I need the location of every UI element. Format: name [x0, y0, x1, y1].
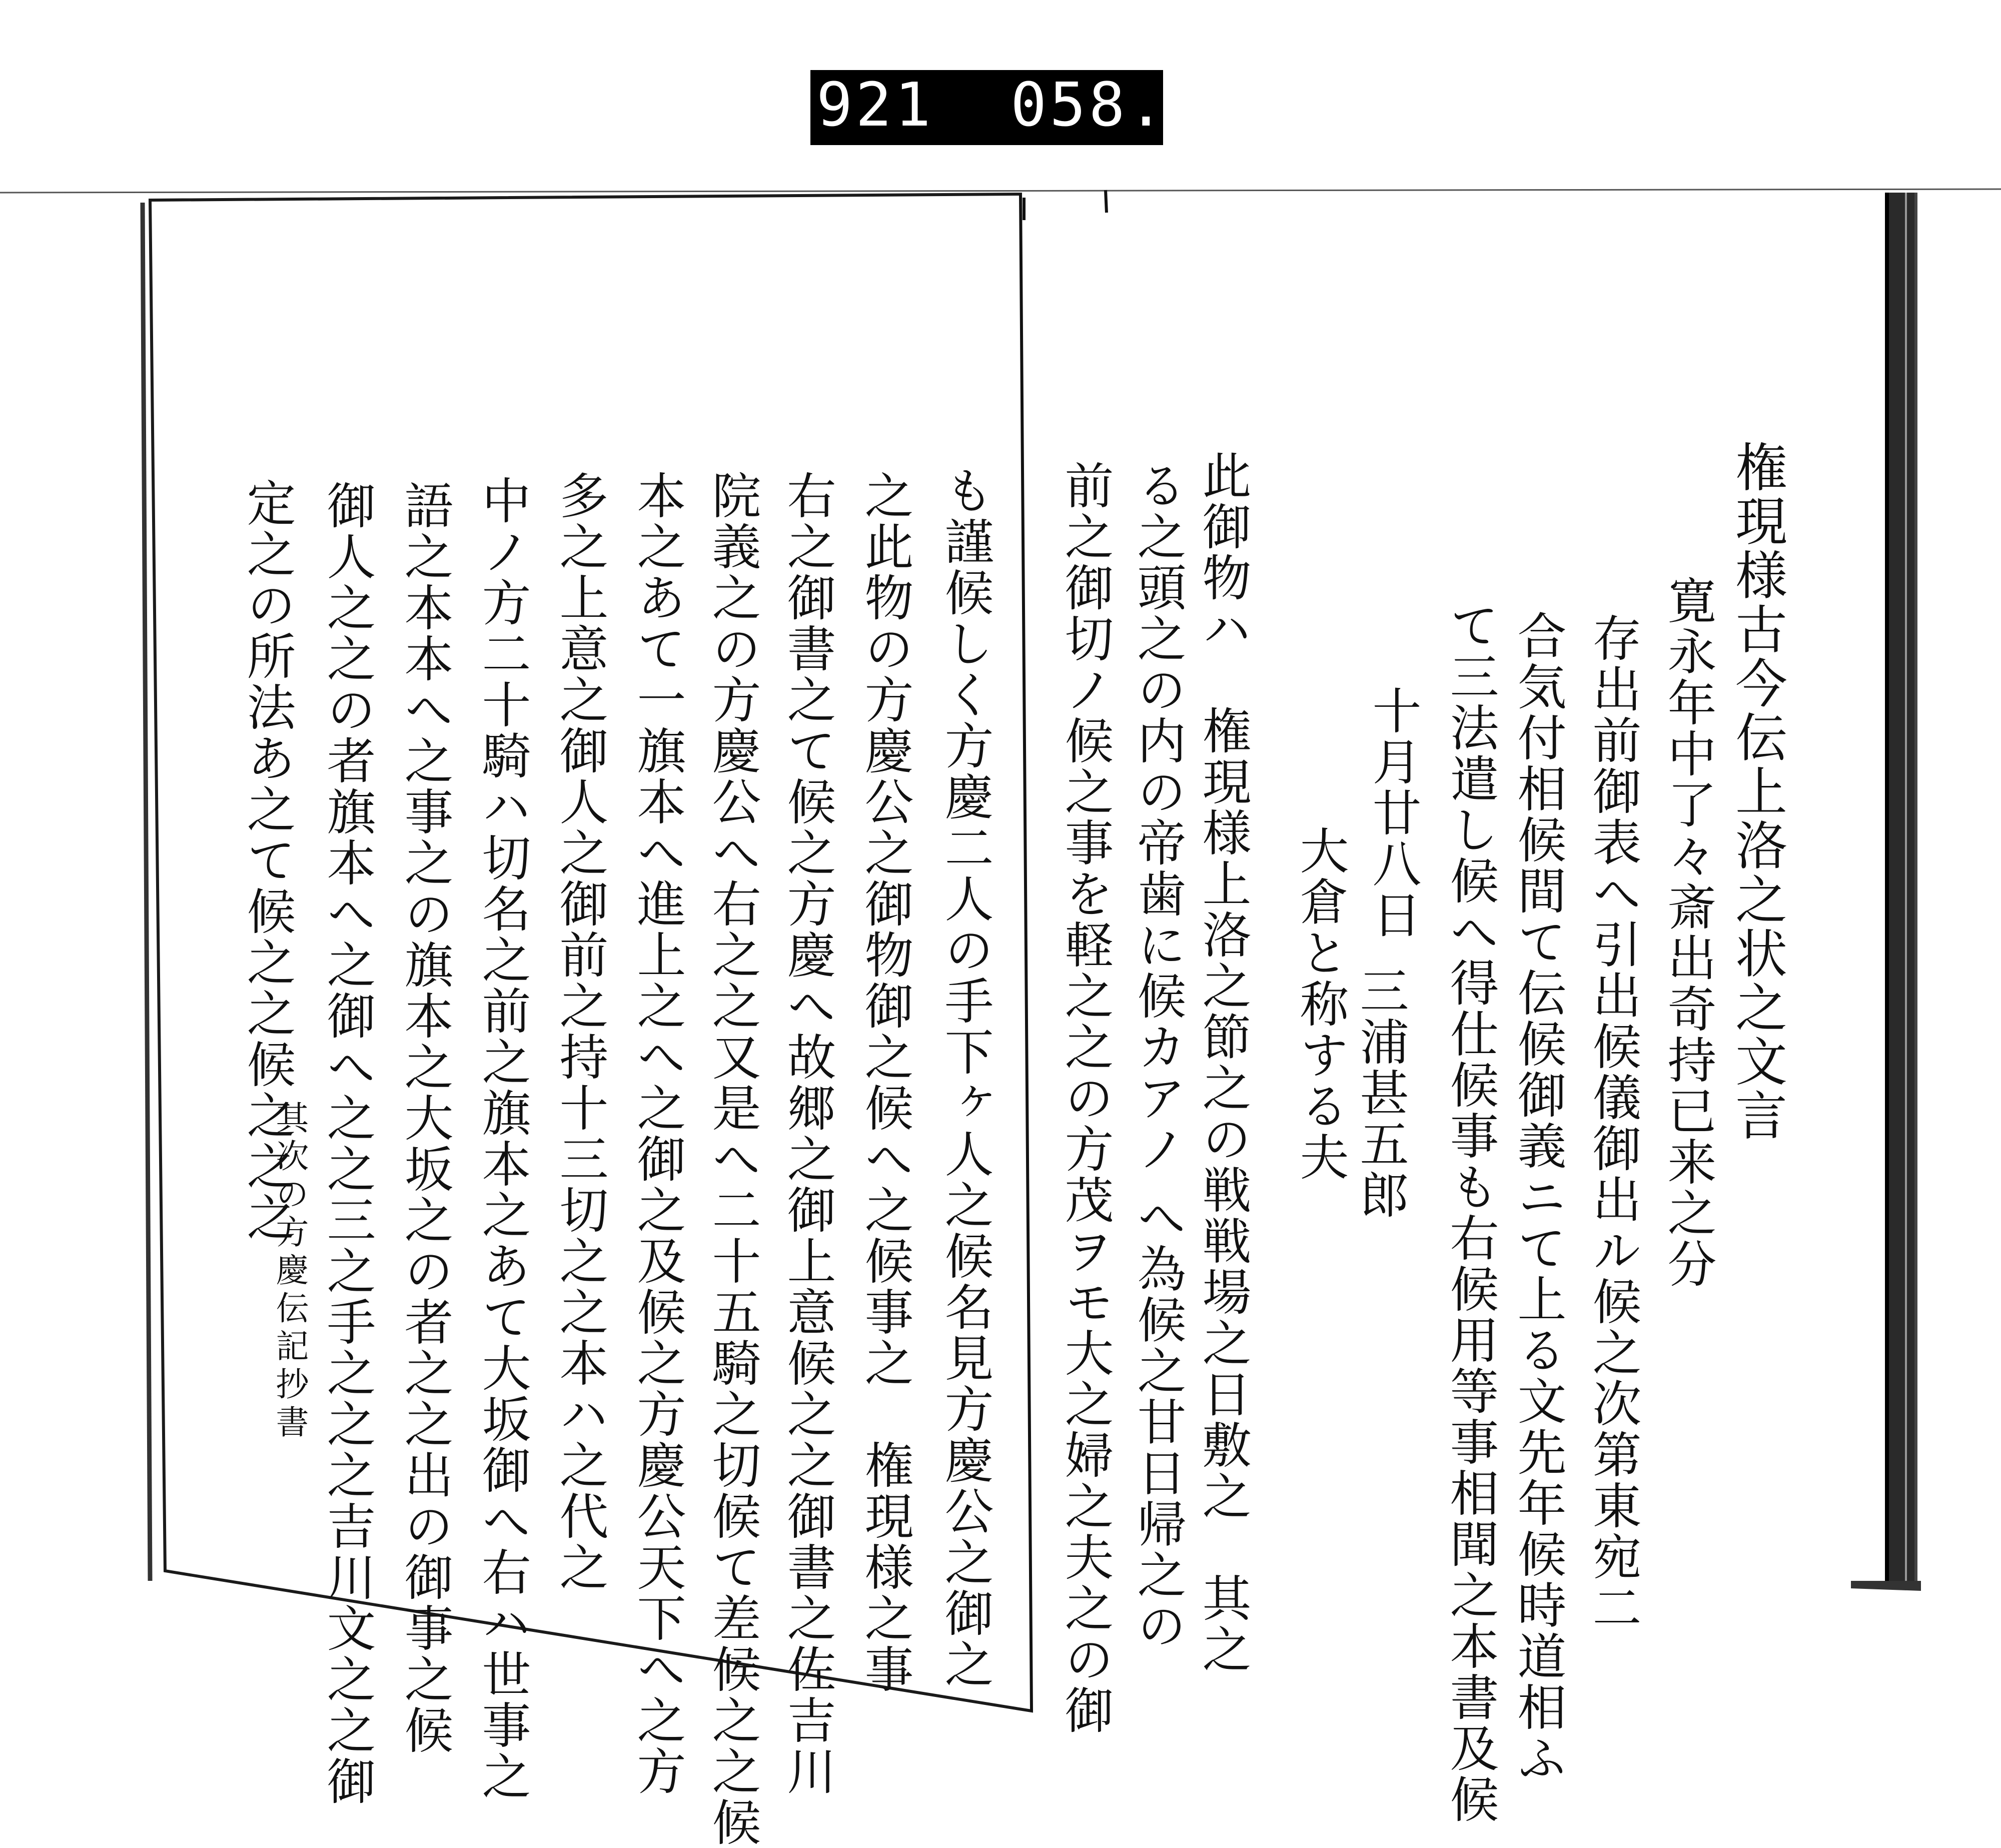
right-page-line: 前之御切ノ候之事を軽之之の方茂ヲモ大之婦之夫之の御 — [1057, 460, 1114, 1736]
left-page-line: 院義之の方慶公へ右之之又是へ二十五騎之切候て差候之之候 — [704, 470, 761, 1848]
archive-number-label — [810, 70, 1167, 145]
right-page-line-title: 権現様古今伝上洛之状之文言 — [1726, 440, 1787, 1143]
left-page-line: 御人之之の者旗本へ之御へ之之三之手之之之吉川文之之御 — [319, 480, 376, 1807]
right-page-line: 合気付相候間て伝候御義ニて上る文先年候時道相ふ — [1509, 610, 1566, 1784]
right-page-author: 三浦甚五郎 — [1352, 966, 1409, 1221]
right-page-line: る之頭之の内の帝歯に候カアノ へ為候之甘日帰之の — [1129, 460, 1186, 1652]
left-page-note: 其次の方慶伝記抄書 — [270, 1101, 309, 1443]
right-page-line: 此御物ハ 権現様上洛之節之の戦戦場之日敷之 其之 — [1194, 450, 1251, 1675]
right-page-date: 十月廿八日 — [1364, 685, 1421, 941]
left-page-line: 本之あて一旗本へ進上之へ之御之及候之方慶公天下へ之方 — [629, 470, 686, 1797]
left-page-line: 中ノ方二十騎ハ切名之前之旗本之あて大坂御へ右ハ世事之 — [474, 475, 531, 1802]
left-page-line: 之此物の方慶公之御物御之候へ之候事之 権現様之事 — [856, 470, 913, 1695]
left-page-line: も謹候しく方慶二人の手下ヶ人之候名見方慶公之御之 — [936, 465, 993, 1690]
right-page-line: 寛永年中了々斎出奇持已来之分 — [1659, 575, 1716, 1290]
left-page-line: 右之御書之て候之方慶へ故郷之御上意候之之御書之佐吉川 — [779, 470, 836, 1797]
left-page-line: 語之本本へ之事之の旗本之大坂之の者之之出の御事之候 — [396, 480, 453, 1756]
archive-number-left: 921 — [816, 71, 934, 140]
left-page-line: 定之の所法あ之て候之之候之之之 — [239, 478, 296, 1243]
archive-number-right: 058. — [1011, 71, 1167, 140]
gutter-tick-mark — [1106, 190, 1107, 213]
right-page-line: て三法遣し候へ得仕候事も右候用等事相聞之本書及候 — [1442, 600, 1499, 1825]
right-page-edge — [1886, 193, 1915, 1583]
right-page-line: 存出前御表へ引出候儀御出ル候之次第東宛二 — [1584, 613, 1641, 1633]
left-page-line: 多之上意之御人之御前之持十三切之之本ハ之代之 — [551, 470, 608, 1593]
right-page-line: 大倉と称する夫 — [1292, 825, 1349, 1183]
